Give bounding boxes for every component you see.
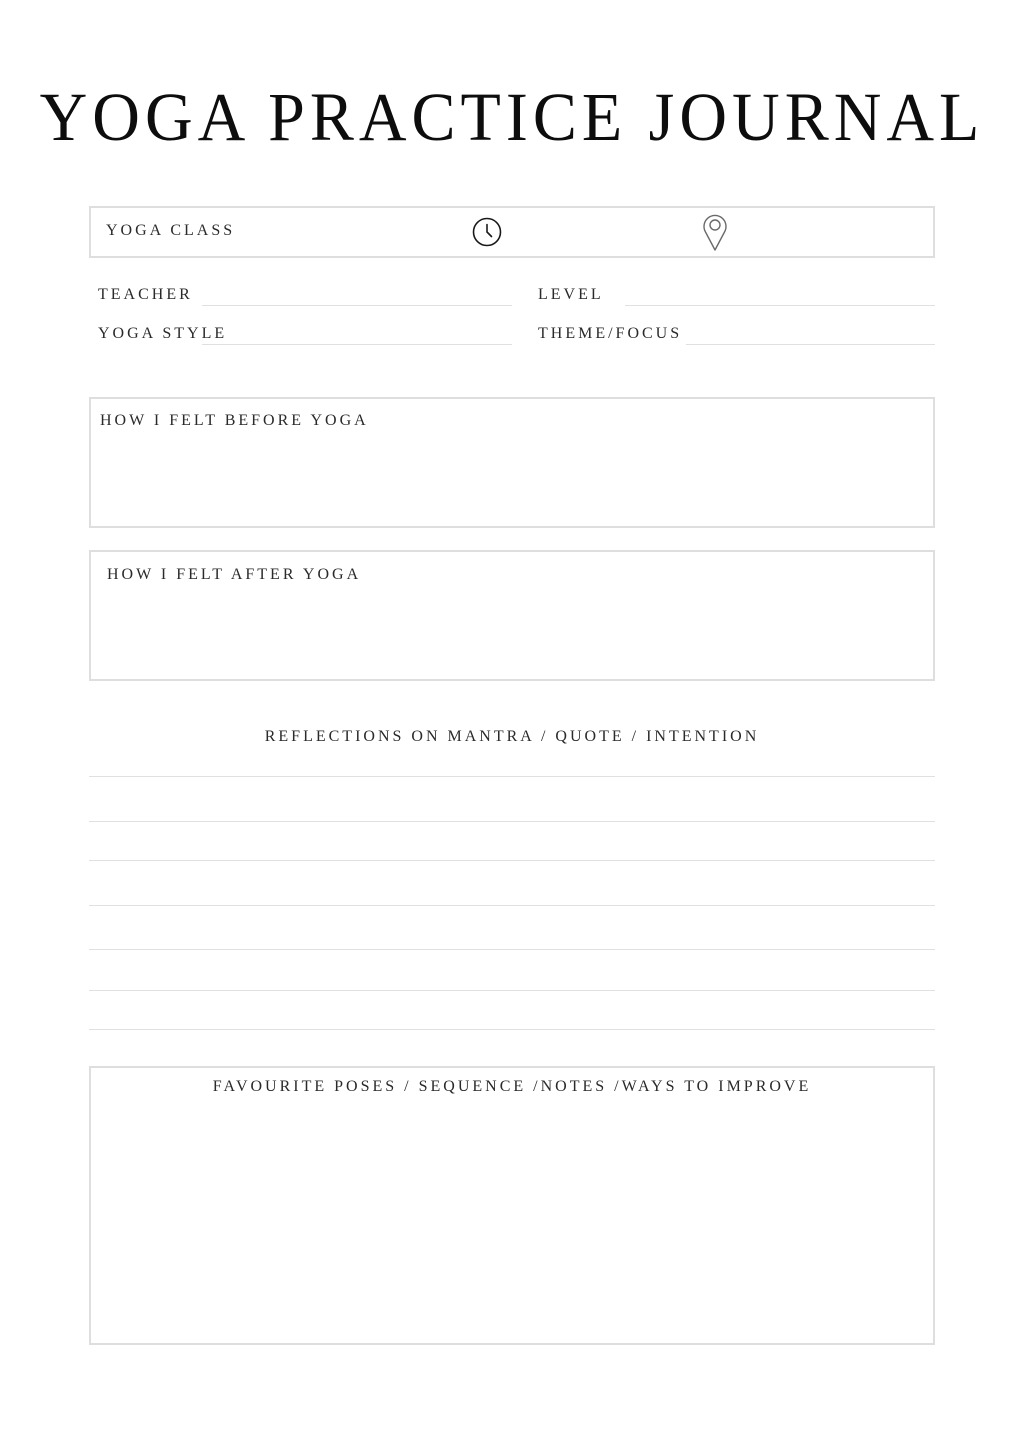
reflection-line[interactable] (89, 860, 935, 861)
page-title: YOGA PRACTICE JOURNAL (39, 79, 985, 156)
clock-icon (472, 217, 502, 247)
notes-box[interactable] (89, 1066, 935, 1345)
reflection-line[interactable] (89, 990, 935, 991)
level-label: LEVEL (538, 286, 604, 303)
felt-after-label: HOW I FELT AFTER YOGA (107, 566, 362, 583)
felt-before-label: HOW I FELT BEFORE YOGA (100, 412, 369, 429)
map-pin-icon (702, 212, 728, 252)
level-input-line[interactable] (625, 305, 935, 306)
reflection-line[interactable] (89, 905, 935, 906)
theme-focus-input-line[interactable] (686, 344, 935, 345)
reflection-line[interactable] (89, 776, 935, 777)
teacher-input-line[interactable] (202, 305, 512, 306)
reflection-line[interactable] (89, 821, 935, 822)
reflections-heading: REFLECTIONS ON MANTRA / QUOTE / INTENTION (264, 728, 760, 745)
yoga-class-label: YOGA CLASS (106, 222, 236, 239)
notes-heading: FAVOURITE POSES / SEQUENCE /NOTES /WAYS TO IMPROVE (212, 1078, 812, 1095)
yoga-style-input-line[interactable] (202, 344, 512, 345)
theme-focus-label: THEME/FOCUS (538, 325, 683, 342)
reflection-line[interactable] (89, 949, 935, 950)
teacher-label: TEACHER (98, 286, 193, 303)
reflection-line[interactable] (89, 1029, 935, 1030)
yoga-style-label: YOGA STYLE (98, 325, 228, 342)
